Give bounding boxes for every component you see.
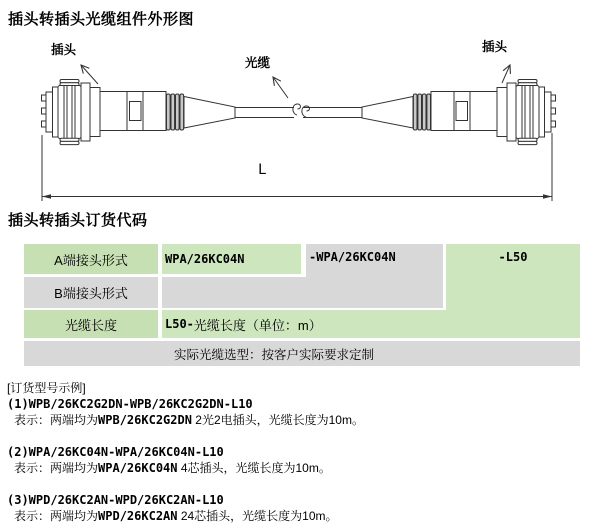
cell-cable-length-value [162, 310, 446, 338]
cable-break-icon [293, 104, 310, 117]
cable-arrow [273, 77, 288, 98]
plug-right-arrow [502, 65, 510, 83]
cell-a-end-label: A端接头形式 [24, 244, 158, 274]
cell-second-plug-value: -WPA/26KC04N [306, 244, 443, 308]
right-plug-drawing [303, 80, 556, 145]
example-code: (2)WPA/26KC04N-WPA/26KC04N-L10 [7, 445, 224, 459]
cell-cable-length-label: 光缆长度 [24, 310, 158, 338]
dimension-length-label: L [258, 162, 266, 178]
plug-right-label: 插头 [482, 40, 508, 54]
dimension-lines [42, 133, 552, 201]
plug-left-arrow [81, 65, 98, 84]
example-code: (1)WPB/26KC2G2DN-WPB/26KC2G2DN-L10 [7, 397, 253, 411]
cell-selection-note: 实际光缆选型：按客户实际要求定制 [24, 341, 580, 366]
example-desc: 表示：两端均为WPB/26KC2G2DN 2光2电插头，光缆长度为10m。 [14, 412, 364, 427]
plug-left-label: 插头 [51, 43, 77, 57]
cable-label: 光缆 [245, 56, 271, 70]
example-item-1 [7, 397, 364, 428]
cell-b-end-label: B端接头形式 [24, 277, 158, 308]
assembly-outline-drawing [0, 0, 602, 210]
examples-heading: [订货型号示例] [7, 381, 86, 395]
left-plug-drawing [42, 80, 295, 145]
order-code-section-title: 插头转插头订货代码 [8, 212, 148, 229]
page-title: 插头转插头光缆组件外形图 [8, 11, 195, 28]
cell-length-suffix-value: -L50 [446, 244, 580, 338]
cable-length-value-text: 光缆长度（单位：m） [193, 317, 322, 333]
example-desc: 表示：两端均为WPD/26KC2AN 24芯插头，光缆长度为10m。 [14, 508, 338, 523]
example-item-2 [7, 445, 331, 476]
example-desc: 表示：两端均为WPA/26KC04N 4芯插头，光缆长度为10m。 [14, 460, 331, 475]
cell-a-end-value: WPA/26KC04N [162, 244, 301, 274]
cable-length-value-code: L50- [165, 317, 194, 331]
cell-b-end-value [162, 277, 306, 308]
example-code: (3)WPD/26KC2AN-WPD/26KC2AN-L10 [7, 493, 224, 507]
example-item-3 [7, 493, 338, 524]
